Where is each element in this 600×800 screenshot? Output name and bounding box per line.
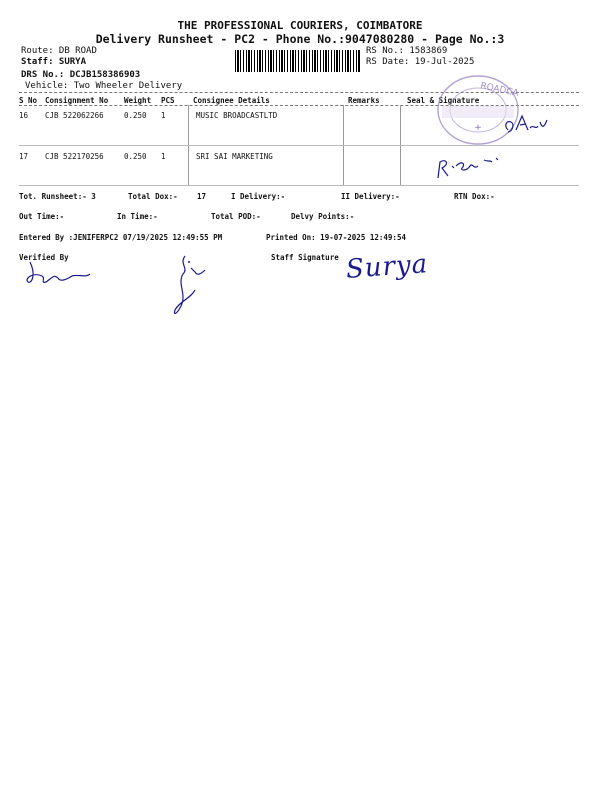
rs-date: RS Date: 19-Jul-2025 [366,57,475,67]
receiver-signature [432,152,507,182]
row-pcs: 1 [161,152,166,161]
row-weight: 0.250 [124,111,147,120]
i-delivery: I Delivery:- [231,192,286,201]
authorizer-signature [165,250,215,320]
row-pcs: 1 [161,111,166,120]
row-rule [19,185,579,186]
header-sno: S No [19,96,38,105]
staff-handwritten-signature: Surya [345,249,430,285]
total-pod: Total POD:- [211,212,261,221]
row-consignment: CJB 522062266 [45,111,104,120]
header-seal-signature: Seal & Signature [407,96,480,105]
total-dox-label: Total Dox:- [128,192,178,201]
vehicle-label: Vehicle: Two Wheeler Delivery [25,81,183,91]
header-remarks: Remarks [348,96,380,105]
in-time: In Time:- [117,212,158,221]
row-consignee: MUSIC BROADCASTLTD [196,111,278,120]
row-sno: 17 [19,152,29,161]
total-runsheet: Tot. Runsheet:- 3 [19,192,96,201]
total-dox-value: 17 [197,192,207,201]
delvy-points: Delvy Points:- [291,212,355,221]
staff-label: Staff: SURYA [21,57,87,67]
header-consignment: Consignment No [45,96,109,105]
rtn-dox: RTN Dox:- [454,192,495,201]
row-consignment: CJB 522170256 [45,152,104,161]
drs-number: DRS No.: DCJB158386903 [21,70,141,80]
printed-on: Printed On: 19-07-2025 12:49:54 [266,233,406,242]
barcode [235,50,360,72]
row-consignee: SRI SAI MARKETING [196,152,273,161]
receiver-signature [500,112,550,138]
row-sno: 16 [19,111,29,120]
header-weight: Weight [124,96,152,105]
rs-number: RS No.: 1583869 [366,46,448,56]
route-label: Route: DB ROAD [21,46,97,56]
out-time: Out Time:- [19,212,65,221]
header-consignee: Consignee Details [193,96,270,105]
verifier-signature [20,256,100,290]
entered-by: Entered By :JENIFERPC2 07/19/2025 12:49:55 PM [19,233,223,242]
runsheet-subtitle: Delivery Runsheet - PC2 - Phone No.:9047080280 - Page No.:3 [95,32,505,46]
header-pcs: PCS [161,96,175,105]
svg-text:+: + [474,123,482,133]
company-name: THE PROFESSIONAL COURIERS, COIMBATORE [177,19,423,32]
ii-delivery: II Delivery:- [341,192,400,201]
verified-by-label: Verified By [19,253,69,262]
staff-signature-label: Staff Signature [271,253,339,262]
row-weight: 0.250 [124,152,147,161]
svg-text:ROADCA: ROADCA [479,81,520,99]
